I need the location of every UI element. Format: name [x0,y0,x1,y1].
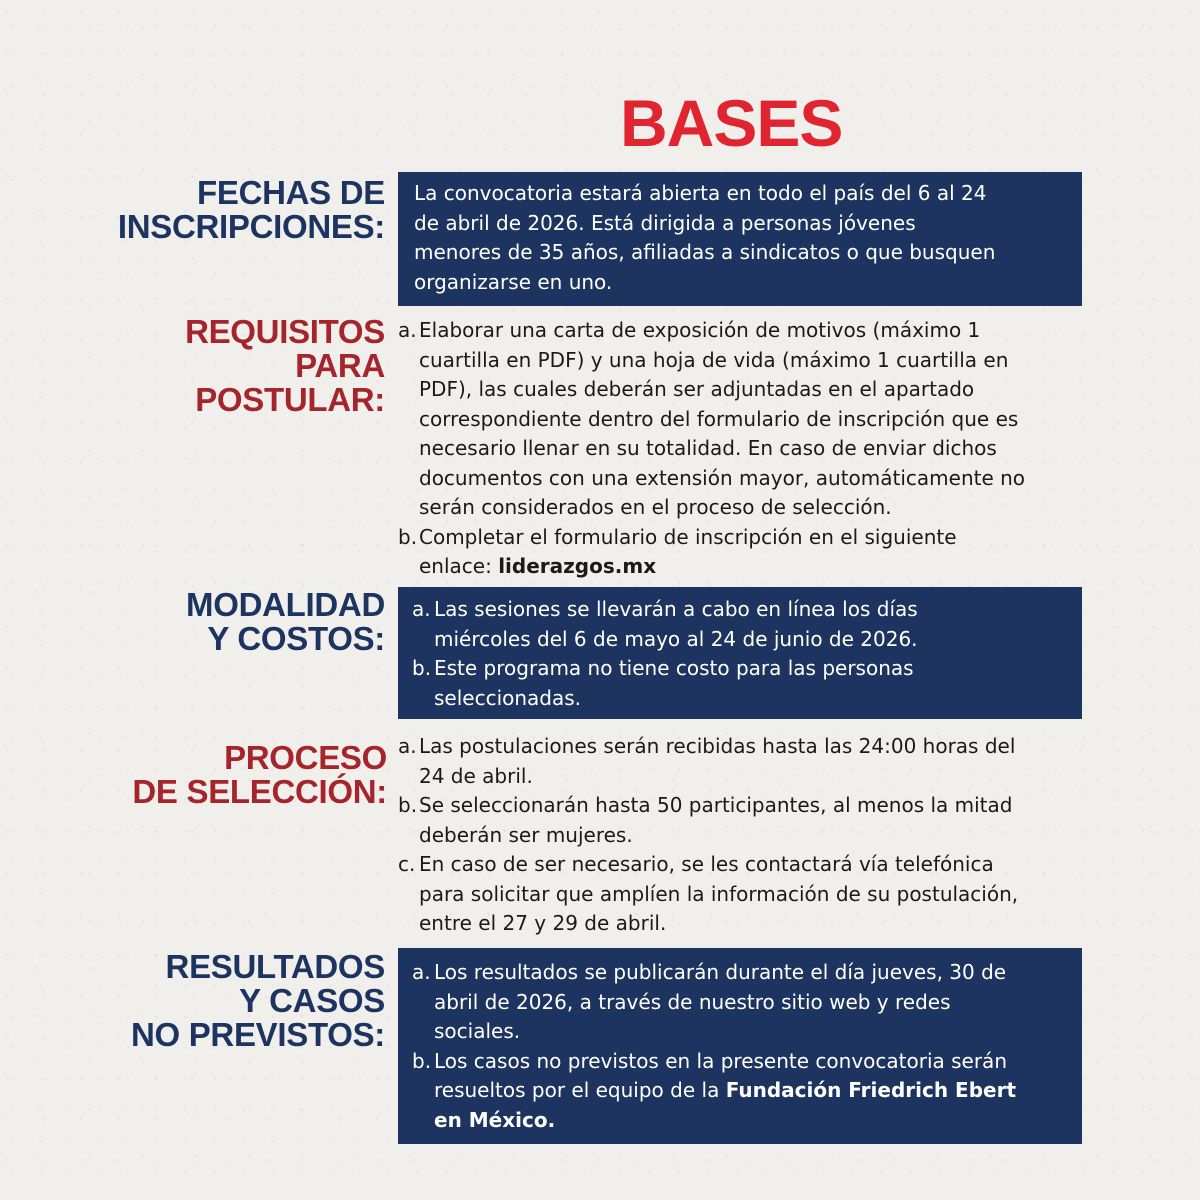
section-label-resultados: RESULTADOS Y CASOS NO PREVISTOS: [130,948,385,1053]
section-label-requisitos: REQUISITOS PARA POSTULAR: [185,313,385,418]
panel-requisitos [398,316,1082,582]
list-item: a. Las sesiones se llevarán a cabo en línea los días miércoles del 6 de mayo al 24 de junio de 2026. [412,597,918,651]
list-marker: a. [398,318,417,342]
list-marker: a. [398,734,417,758]
list-item: a. Los resultados se publicarán durante el día jueves, 30 de abril de 2026, a través de nuestro sitio web y redes sociales. [412,960,1007,1043]
list-item: b. Completar el formulario de inscripción en el siguiente enlace: liderazgos.mx [398,524,957,578]
fechas-line-1: La convocatoria estará abierta en todo el país del 6 al 24 [414,181,987,205]
fechas-line-3: menores de 35 años, afiliadas a sindicatos o que busquen [414,240,996,264]
list-item: b. Este programa no tiene costo para las personas seleccionadas. [412,656,914,710]
section-label-modalidad: MODALIDAD Y COSTOS: [186,586,385,657]
panel-modalidad [398,587,1082,719]
list-marker: a. [412,960,431,984]
fechas-line-4: organizarse en uno. [414,269,613,294]
panel-resultados [398,948,1082,1144]
section-label-proceso: PROCESO DE SELECCIÓN: [132,739,387,810]
fechas-line-2: de abril de 2026. Está dirigida a personas jóvenes [414,210,916,235]
list-marker: b. [412,1048,432,1073]
list-item: b. Los casos no previstos en la presente convocatoria serán resueltos por el equipo de la Fundación Friedrich Ebert en México. [412,1048,1017,1132]
panel-proceso [398,732,1082,939]
foundation-name: Fundación Friedrich Ebert [725,1078,1017,1102]
list-marker: c. [398,852,416,876]
list-marker: b. [412,656,432,680]
section-label-fechas: FECHAS DE INSCRIPCIONES: [117,174,385,245]
list-item: c. En caso de ser necesario, se les contactará vía telefónica para solicitar que amplíen la información de su postulación, entre el 27 y 29 de abril. [398,852,1019,935]
list-marker: a. [412,597,431,621]
list-item: a. Elaborar una carta de exposición de motivos (máximo 1 cuartilla en PDF) y una hoja de vida (máximo 1 cuartilla en PDF), las cuales deberán ser adjuntadas en el apartado correspondiente dentro del formulario de inscripción que es necesario llenar en su totalidad. En caso de enviar dichos documentos con una extensión mayor, automáticamente no serán considerados en el proceso de selección. [398,318,1026,519]
list-item: b. Se seleccionarán hasta 50 participantes, al menos la mitad deberán ser mujeres. [398,793,1013,847]
panel-fechas [398,172,1082,306]
foundation-location: en México. [434,1107,556,1132]
list-item: a. Las postulaciones serán recibidas hasta las 24:00 horas del 24 de abril. [398,734,1016,788]
website-link[interactable]: liderazgos.mx [498,554,657,578]
list-marker: b. [398,793,418,817]
page-title: BASES [620,86,843,160]
list-marker: b. [398,524,418,549]
